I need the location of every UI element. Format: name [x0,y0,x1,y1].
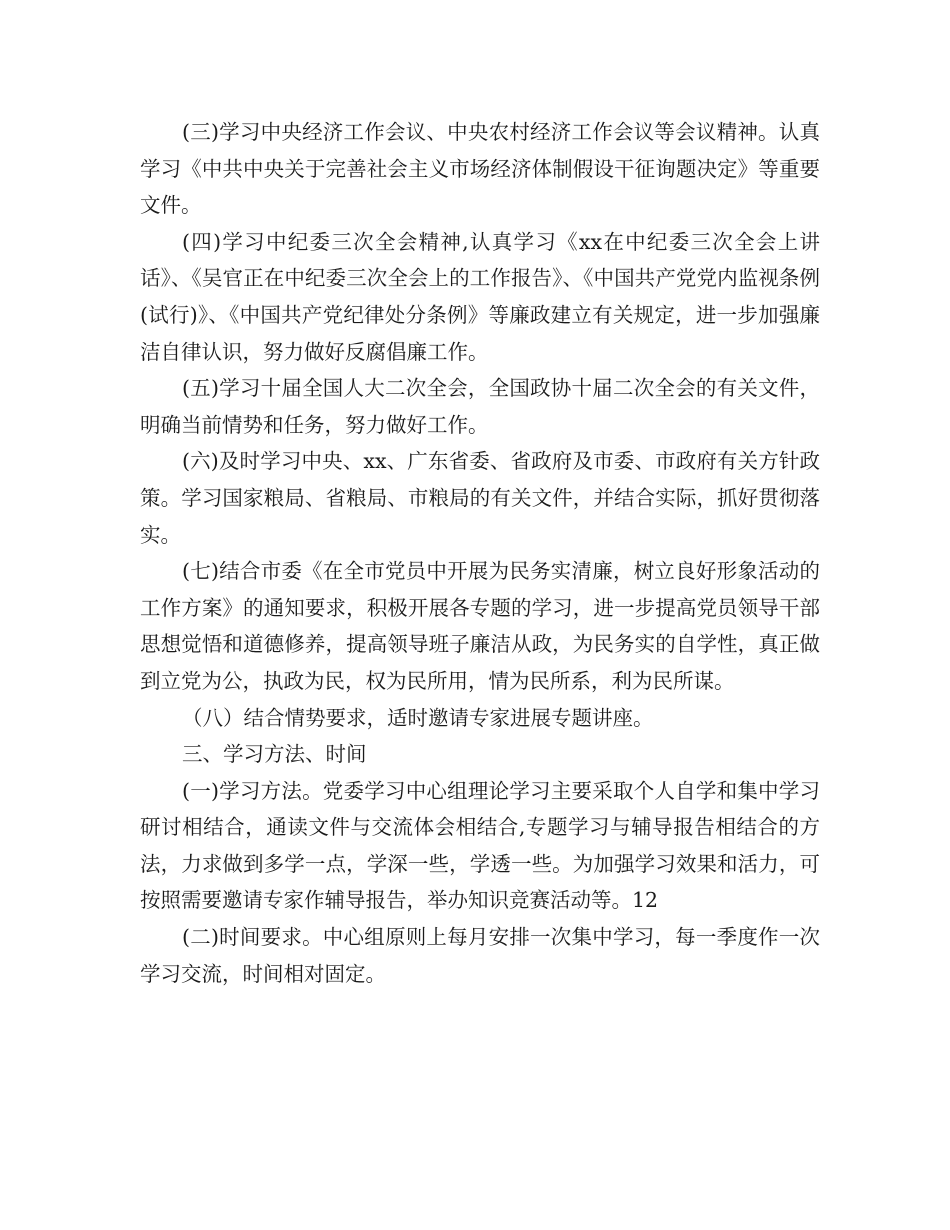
paragraph-5-study-npc-cppcc: (五)学习十届全国人大二次全会，全国政协十届二次全会的有关文件，明确当前情势和任务，努力做好工作。 [140,376,820,437]
paragraph-6-study-policies: (六)及时学习中央、xx、广东省委、省政府及市委、市政府有关方针政策。学习国家粮局、省粮局、市粮局的有关文件，并结合实际，抓好贯彻落实。 [140,449,820,547]
paragraph-4-study-discipline-commission: (四)学习中纪委三次全会精神,认真学习《xx在中纪委三次全会上讲话》、《吴官正在中纪委三次全会上的工作报告》、《中国共产党党内监视条例(试行)》、《中国共产党纪律处分条例》等廉政建立有关规定，进一步加强廉洁自律认识，努力做好反腐倡廉工作。 [140,229,820,364]
paragraph-8-expert-lectures: （八）结合情势要求，适时邀请专家进展专题讲座。 [182,705,654,730]
paragraph-7-combine-municipal-plan: (七)结合市委《在全市党员中开展为民务实清廉，树立良好形象活动的工作方案》的通知要求，积极开展各专题的学习，进一步提高党员领导干部思想觉悟和道德修养，提高领导班子廉洁从政，为民务实的自学性，真正做到立党为公，执政为民，权为民所用，情为民所系，利为民所谋。 [140,559,820,693]
document-body [140,114,820,992]
section-heading-study-methods: 三、学习方法、时间 [182,742,367,767]
paragraph-3-study-economic-conference: (三)学习中央经济工作会议、中央农村经济工作会议等会议精神。认真学习《中共中央关于完善社会主义市场经济体制假设干征询题决定》等重要文件。 [140,120,820,218]
paragraph-2-time-requirements: (二)时间要求。中心组原则上每月安排一次集中学习，每一季度作一次学习交流，时间相对固定。 [140,925,820,986]
paragraph-1-study-methods: (一)学习方法。党委学习中心组理论学习主要采取个人自学和集中学习研讨相结合，通读文件与交流体会相结合,专题学习与辅导报告相结合的方法，力求做到多学一点，学深一些，学透一些。为加强学习效果和活力，可按照需要邀请专家作辅导报告，举办知识竞赛活动等。12 [140,778,820,913]
